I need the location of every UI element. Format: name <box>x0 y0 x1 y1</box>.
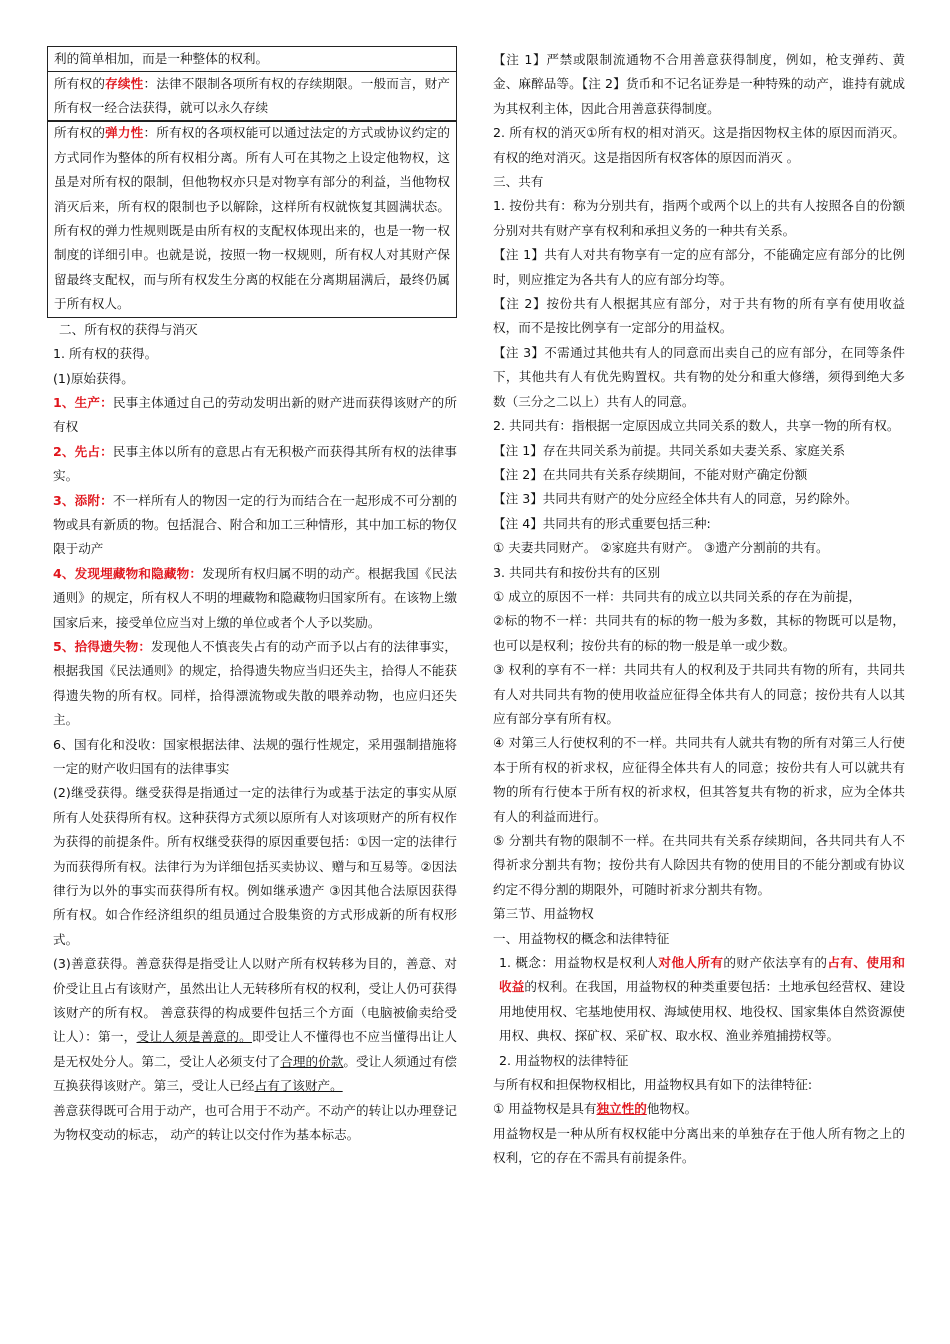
paragraph: 用益物权是一种从所有权权能中分离出来的单独存在于他人所有物之上的权利，它的存在不需具有前提条件。 <box>493 1125 905 1166</box>
good-faith-scope: 善意获得既可合用于动产，也可合用于不动产。不动产的转让以办理登记为物权变动的标志， 动产的转让以交付作为基本标志。 <box>53 1102 457 1143</box>
right-column <box>493 48 905 1171</box>
subheading: 1. 所有权的获得。 <box>53 346 158 362</box>
box-durability <box>47 71 457 122</box>
difference-item: ③ 权利的享有不一样：共同共有人的权利及于共同共有物的所有，共同共有人对共同共有物的使用收益应征得全体共有人的同意；按份共有人以其应有部分享有所有权。 <box>493 662 905 726</box>
underlined-text: 占有了该财产。 <box>254 1078 343 1094</box>
text: 。受让人须通过有偿互换获得该财产。第三，受让人已经 <box>53 1053 458 1094</box>
highlight-text: 独立性的 <box>596 1101 647 1117</box>
extinction-paragraph: 2. 所有权的消灭①所有权的相对消灭。这是指因物权主体的原因而消灭。 有权的绝对消灭。这是指因所有权客体的原因而消灭 。 <box>493 125 905 165</box>
left-column <box>47 46 457 1148</box>
list-item: 6、国有化和没收：国家根据法律、法规的强行性规定，采用强制措施将一定的财产收归国有的法律事实 <box>53 736 457 776</box>
elasticity-key: 弹力性 <box>105 125 144 141</box>
text: 的权利。在我国，用益物权的种类重要包括：土地承包经营权、建设用地使用权、宅基地使用权、海域使用权、地役权、国家集体自然资源使用权、典权、探矿权、采矿权、取水权、渔业养殖捕捞权等。 <box>499 979 906 1044</box>
subheading: (1)原始获得。 <box>53 370 134 386</box>
inheritance-paragraph: (2)继受获得。继受获得是指通过一定的法律行为或基于法定的事实从原所有人处获得所有权。这种获得方式须以原所有人对该项财产的所有权作为获得的前提条件。所有权继受获得的原因重要包括：①因一定的法律行为而获得所有权。法律行为为详细包括买卖协议、赠与和互易等。②因法律行为以外的事实而获得所有权。例如继承遗产 ③因其他合法原因获得所有权。如合作经济组织的组员通过合股集资的方式形成新的所有权形式。 <box>53 785 457 947</box>
left-body <box>47 318 457 1148</box>
highlight-text: 占有、使用和收益 <box>499 955 906 995</box>
item-key: 1、生产： <box>53 394 113 410</box>
item-text: 民事主体以所有的意思占有无积极产而获得其所有权的法律事实。 <box>53 443 458 484</box>
durability-paragraph <box>54 72 450 121</box>
good-faith-paragraph <box>53 952 457 1098</box>
note-paragraph: 【注 1】严禁或限制流通物不合用善意获得制度，例如，枪支弹药、黄金、麻醉品等。【注 2】货币和不记名证券是一种特殊的动产，谁持有就成为其权利主体，因此合用善意获得制度。 <box>493 52 905 116</box>
text: ① 用益物权是具有 <box>493 1101 597 1117</box>
list-line: ① 夫妻共同财产。 ②家庭共有财产。 ③遗产分割前的共有。 <box>493 540 829 556</box>
note-paragraph: 【注 4】共同共有的形式重要包括三种: <box>493 515 711 531</box>
elasticity-paragraph <box>54 121 450 316</box>
section-heading: 三、共有 <box>493 174 544 190</box>
list-item <box>53 489 457 562</box>
note-paragraph: 【注 1】共有人对共有物享有一定的应有部分，不能确定应有部分的比例时，则应推定为各共有人的应有部分均等。 <box>493 247 905 287</box>
list-item <box>53 562 457 635</box>
text: 1. 概念：用益物权是权利人 <box>499 955 659 971</box>
note-paragraph: 【注 3】共同共有财产的处分应经全体共有人的同意，另约除外。 <box>493 491 858 507</box>
box-elasticity <box>47 120 457 317</box>
item-key: 3、添附： <box>53 492 113 508</box>
section-heading: 第三节、用益物权 <box>493 906 594 922</box>
item-key: 4、发现埋藏物和隐藏物： <box>53 565 203 581</box>
note-paragraph: 【注 2】按份共有人根据其应有部分，对于共有物的所有享有使用收益权，而不是按比例享有一定部分的用益权。 <box>493 296 905 336</box>
item-text: 不一样所有人的物因一定的行为而结合在一起形成不可分割的物或具有新质的物。包括混合、附合和加工三种情形，其中加工标的物仅限于动产 <box>53 492 458 557</box>
paragraph: 与所有权和担保物权相比，用益物权具有如下的法律特征: <box>493 1077 813 1093</box>
box1-text: 利的简单相加，而是一种整体的权利。 <box>54 51 269 66</box>
subheading: 一、用益物权的概念和法律特征 <box>493 930 670 946</box>
text: (3)善意获得。善意获得是指受让人以财产所有权转移为目的，善意、对价受让且占有该财产，虽然出让人无转移所有权的权利，受让人仍可获得该财产的所有权。 善意获得的构成要件包括三个方面（电脑被偷卖给受让人）：第一， <box>53 956 457 1045</box>
list-item <box>53 391 457 440</box>
subheading: 2. 用益物权的法律特征 <box>499 1052 629 1068</box>
item-text: 发现他人不慎丧失占有的动产而予以占有的法律事实，根据我国《民法通则》的规定，拾得遗失物应当归还失主，拾得人不能获得遗失物的所有权。同样，拾得漂流物或失散的喂养动物，也应归还失主。 <box>53 638 458 728</box>
section-heading: 二、所有权的获得与消灭 <box>59 321 198 337</box>
concept-paragraph <box>493 951 905 1049</box>
subheading: 3. 共同共有和按份共有的区别 <box>493 564 661 580</box>
text: 所有权的 <box>54 76 106 92</box>
text: 所有权的 <box>54 125 106 141</box>
difference-item: ④ 对第三人行使权利的不一样。共同共有人就共有物的所有对第三人行使本于所有权的祈求权，应征得全体共有人的同意；按份共有人可以就共有物的所有行使本于所有权的祈求权，但其答复共有物的祈求，应为全体共有人的利益而进行。 <box>493 735 905 824</box>
note-paragraph: 【注 3】不需通过其他共有人的同意而出卖自己的应有部分，在同等条件下，其他共有人有优先购置权。共有物的处分和重大修缮，须得到绝大多数（三分之二以上）共有人的同意。 <box>493 344 905 409</box>
item-text: 民事主体通过自己的劳动发明出新的财产进而获得该财产的所有权 <box>53 394 458 435</box>
text: 的财产依法享有的 <box>723 955 828 971</box>
item-key: 2、先占： <box>53 443 113 459</box>
text: 他物权。 <box>646 1101 698 1117</box>
item-key: 5、拾得遗失物： <box>53 638 152 654</box>
highlight-text: 对他人所有 <box>658 955 724 971</box>
feature-item <box>493 1097 905 1121</box>
text: 即受让人不懂得也不应当懂得出让人是无权处分人。第二，受让人必须支付了 <box>53 1029 458 1069</box>
list-item <box>53 440 457 489</box>
paragraph: 2. 共同共有：指根据一定原因成立共同关系的数人，共享一物的所有权。 <box>493 418 900 434</box>
note-paragraph: 【注 2】在共同共有关系存续期间，不能对财产确定份额 <box>493 466 808 482</box>
text: ：所有权的各项权能可以通过法定的方式或协议约定的方式同作为整体的所有权相分离。所有人可在其物之上设定他物权，这虽是对所有权的限制，但他物权亦只是对物享有部分的利益，当他物权消灭后来，所有权的限制也予以解除，这样所有权就恢复其圆满状态。所有权的弹力性规则既是由所有权的支配权体现出来的，也是一物一权制度的详细引申。也就是说，按照一物一权规则，所有权人对其财产保留最终支配权，而与所有权发生分离的权能在分离期届满后，最终仍属于所有权人。 <box>54 125 451 312</box>
durability-key: 存续性 <box>105 76 144 92</box>
note-paragraph: 【注 1】存在共同关系为前提。共同关系如夫妻关系、家庭关系 <box>493 442 846 458</box>
item-text: 发现所有权归属不明的动产。根据我国《民法通则》的规定，所有权人不明的埋藏物和隐藏物归国家所有。在该物上缴国家后来，接受单位应当对上缴的单位或者个人予以奖励。 <box>53 565 458 630</box>
difference-item: ②标的物不一样：共同共有的标的物一般为多数，其标的物既可以是物，也可以是权利；按份共有的标的物一般是单一或少数。 <box>493 613 905 653</box>
box-whole-right <box>47 46 457 72</box>
underlined-text: 合理的价款 <box>280 1053 344 1069</box>
paragraph: 1. 按份共有：称为分别共有，指两个或两个以上的共有人按照各自的份额分别对共有财产享有权利和承担义务的一种共有关系。 <box>493 198 905 238</box>
text: ：法律不限制各项所有权的存续期限。一般而言，财产所有权一经合法获得，就可以永久存续 <box>54 76 451 116</box>
difference-item: ⑤ 分割共有物的限制不一样。在共同共有关系存续期间，各共同共有人不得祈求分割共有物；按份共有人除因共有物的使用目的不能分割或有协议约定不得分割的期限外，可随时祈求分割共有物。 <box>493 833 905 897</box>
list-item <box>53 635 457 733</box>
underlined-text: 受让人须是善意的。 <box>136 1029 252 1045</box>
difference-item: ① 成立的原因不一样：共同共有的成立以共同关系的存在为前提， <box>493 588 861 604</box>
